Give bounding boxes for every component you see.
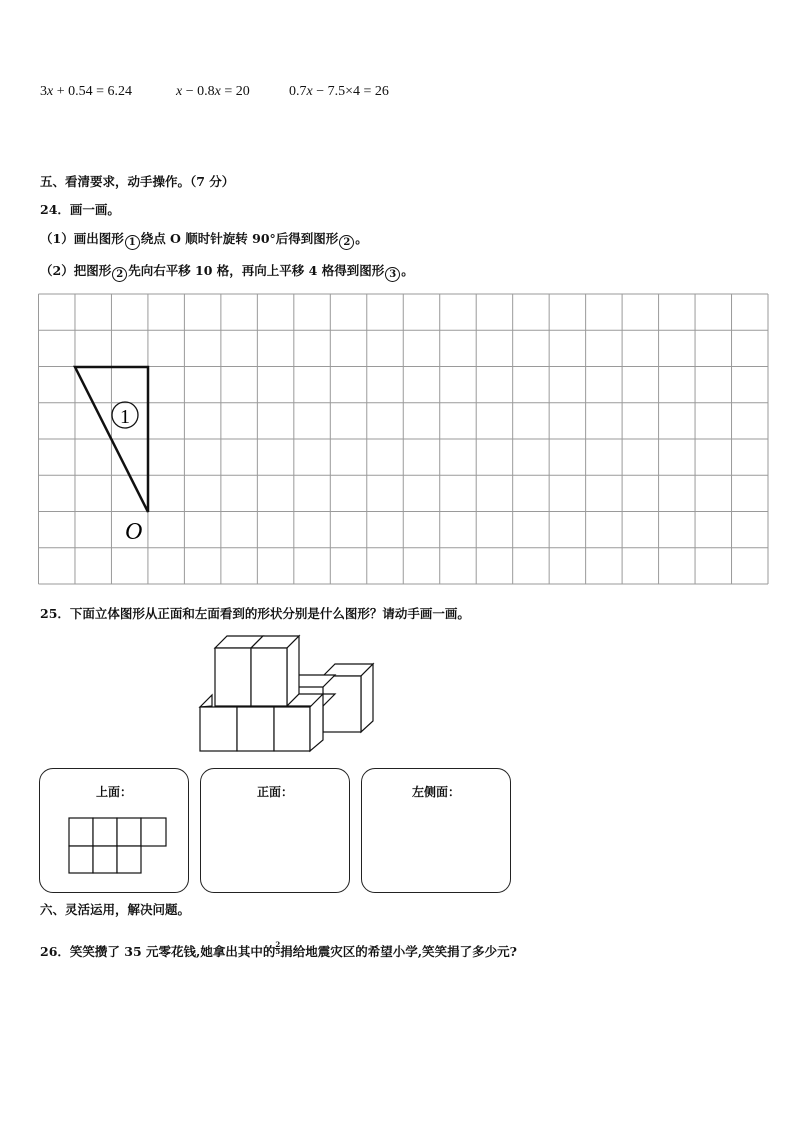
eq3-coef: 0.7: [289, 84, 307, 99]
point-o-label: O: [125, 519, 143, 545]
eq2-rest: = 20: [220, 84, 250, 99]
q24-line1-mid: 绕点 O 顺时针旋转 90°后得到图形: [140, 231, 339, 246]
front-view-label: 正面：: [256, 785, 293, 799]
q24-line2-post: 。: [401, 263, 414, 278]
eq2-var2: x: [214, 84, 221, 99]
top-view-box: [39, 768, 189, 893]
eq1-coef: 3: [40, 84, 47, 99]
left-view-label: 左侧面：: [411, 785, 460, 799]
eq3-var: x: [306, 84, 313, 99]
q24-line2-mid: 先向右平移 10 格，再向上平移 4 格得到图形: [128, 263, 385, 278]
q25-title: 25．下面立体图形从正面和左面看到的形状分别是什么图形？请动手画一画。: [40, 606, 470, 621]
front-view-box[interactable]: [200, 768, 350, 893]
q24-title: 24．画一画。: [40, 202, 120, 217]
circled-number: 2: [339, 235, 354, 250]
left-view-box[interactable]: [361, 768, 511, 893]
eq1-var: x: [47, 84, 54, 99]
eq2-mid: − 0.8: [182, 84, 215, 99]
circled-number: 2: [112, 267, 127, 282]
top-view-label: 上面：: [95, 785, 132, 799]
q24-line1-pre: （1）画出图形: [40, 231, 124, 246]
eq3-rest: − 7.5×4 = 26: [312, 84, 389, 99]
section-5-title: 五、看清要求，动手操作。（7 分）: [40, 174, 235, 189]
cube-stack-figure: [195, 628, 385, 754]
eq2-var: x: [176, 84, 183, 99]
shape-1-label: 1: [120, 406, 130, 428]
q24-line1-post: 。: [355, 231, 368, 246]
q26-post: 捐给地震灾区的希望小学,笑笑捐了多少元?: [280, 944, 517, 959]
circled-number: 1: [125, 235, 140, 250]
circled-number: 3: [385, 267, 400, 282]
fraction: $\frac{2}{5}$: [275, 940, 281, 956]
q26-text: [40, 942, 517, 960]
q24-line2-pre: （2）把图形: [40, 263, 112, 278]
eq1-rest: + 0.54 = 6.24: [53, 84, 133, 99]
section-6-title: 六、灵活运用，解决问题。: [40, 902, 191, 917]
q26-pre: 26．笑笑攒了 35 元零花钱,她拿出其中的: [40, 944, 276, 959]
top-view-drawing: [68, 817, 170, 877]
